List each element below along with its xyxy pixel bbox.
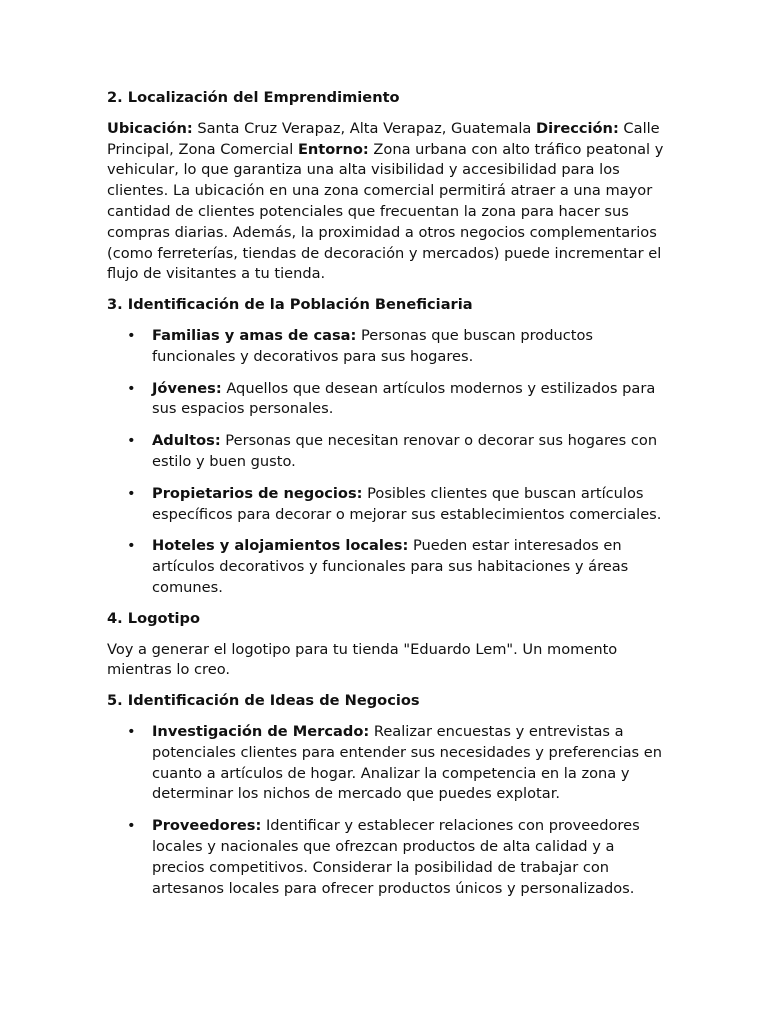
bullet-icon: •: [127, 432, 136, 450]
list-item: [107, 379, 667, 421]
item-label: Investigación de Mercado:: [152, 722, 370, 740]
list-item: [107, 431, 667, 473]
label-ubicacion: Ubicación:: [107, 119, 193, 137]
bullet-icon: •: [127, 379, 136, 397]
heading-localizacion: 2. Localización del Emprendimiento: [107, 89, 400, 106]
document-page: [107, 88, 667, 909]
paragraph-logotipo: Voy a generar el logotipo para tu tienda "Eduardo Lem". Un momento mientras lo creo.: [107, 640, 618, 679]
bullet-icon: •: [127, 537, 136, 555]
bullet-icon: •: [127, 817, 136, 835]
heading-logotipo: 4. Logotipo: [107, 609, 201, 627]
item-text: Pueden estar interesados en artículos decorativos y funcionales para sus habitaciones y áreas comunes.: [152, 537, 629, 596]
item-text: Posibles clientes que buscan artículos específicos para decorar o mejorar sus establecimientos comerciales.: [152, 484, 662, 523]
paragraph-localizacion: [107, 119, 667, 285]
list-item: [107, 722, 667, 805]
list-item: [107, 484, 667, 526]
bullet-icon: •: [127, 326, 136, 344]
label-entorno: Entorno:: [297, 140, 369, 158]
item-label: Jóvenes:: [152, 379, 222, 397]
label-direccion: Dirección:: [536, 119, 619, 137]
value-direccion: Calle Principal, Zona Comercial: [107, 119, 660, 158]
item-label: Adultos:: [152, 432, 221, 450]
item-label: Hoteles y alojamientos locales:: [152, 537, 409, 555]
list-poblacion: [107, 326, 667, 599]
item-label: Familias y amas de casa:: [152, 326, 357, 344]
item-label: Proveedores:: [152, 817, 262, 835]
value-ubicacion: Santa Cruz Verapaz, Alta Verapaz, Guatemala: [192, 119, 537, 137]
list-item: [107, 326, 667, 368]
bullet-icon: •: [127, 722, 136, 740]
list-ideas: [107, 722, 667, 899]
heading-poblacion: 3. Identificación de la Población Beneficiaria: [107, 296, 473, 314]
item-text: Realizar encuestas y entrevistas a potenciales clientes para entender sus necesidades y preferencias en cuanto a artículos de hogar. Analizar la competencia en la zona y determinar los nichos de mercado que puedes explotar.: [152, 722, 662, 803]
list-item: [107, 536, 667, 598]
item-label: Propietarios de negocios:: [152, 484, 363, 502]
item-text: Identificar y establecer relaciones con proveedores locales y nacionales que ofrezcan productos de alta calidad y a precios competitivos. Considerar la posibilidad de trabajar con artesanos locales para ofrecer productos únicos y personalizados.: [152, 817, 640, 897]
bullet-icon: •: [127, 484, 136, 502]
heading-ideas: 5. Identificación de Ideas de Negocios: [107, 692, 420, 710]
item-text: Aquellos que desean artículos modernos y estilizados para sus espacios personales.: [152, 379, 656, 418]
item-text: Personas que buscan productos funcionales y decorativos para sus hogares.: [152, 326, 593, 365]
list-item: [107, 816, 667, 899]
item-text: Personas que necesitan renovar o decorar sus hogares con estilo y buen gusto.: [152, 432, 658, 470]
value-entorno: Zona urbana con alto tráfico peatonal y vehicular, lo que garantiza una alta visibilidad y accesibilidad para los clientes. La ubicación en una zona comercial permitirá atraer a una mayor cantidad de clientes potenciales que frecuentan la zona para hacer sus compras diarias. Además, la proximidad a otros negocios complementarios (como ferreterías, tiendas de decoración y mercados) puede incrementar el flujo de visitantes a tu tienda.: [107, 140, 664, 283]
